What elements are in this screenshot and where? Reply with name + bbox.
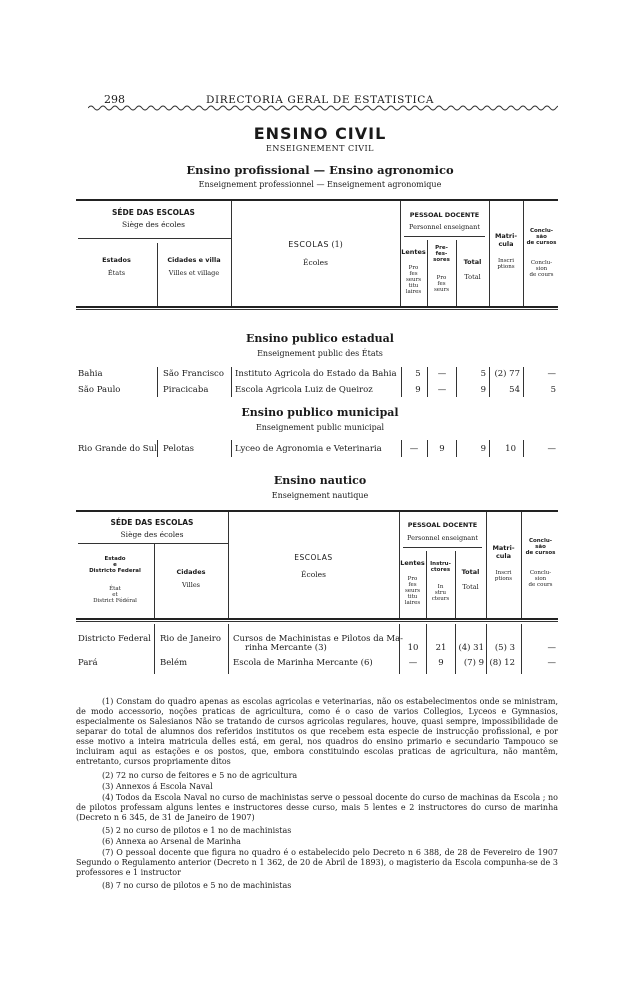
footnote: (4) Todos da Escola Naval no curso de machinistas serve o pessoal docente do curso de machinas da Escola ; no de pilotos professam alguns lentes e instructores desse curso, mais 5 lentes e 2 instructores do curso de marinha (Decreto n 6 345, de 31 de Janeiro de 1907): [76, 793, 558, 822]
footnote: (6) Annexa ao Arsenal de Marinha: [102, 837, 241, 846]
row-cidade: Piracicaba: [163, 385, 209, 395]
row-escola: Instituto Agricola do Estado da Bahia: [235, 369, 397, 379]
t1-estados-fr: États: [107, 269, 126, 277]
row-escola-line1: Cursos de Machinistas e Pilotos da Ma-: [233, 634, 404, 644]
t2-conclusao: Conclu- são de cursos: [525, 538, 556, 556]
t2-total-fr: Total: [462, 583, 479, 591]
t1-cidades: Cidades e villa: [167, 256, 221, 264]
footnote: (1) Constam do quadro apenas as escolas agricolas e veterinarias, não os estabelecimentos onde se ministram, de modo accessorio, noções praticas de agricultura, como é o caso de varios Collegios, Lyceos e Gymnasios, especialmente os Salesianos Não se tratando de cursos agricolas regulares, houve, quasi sempre, impossibilidade de separar do total de alumnos dos referidos institutos os que recebem esta especie de instrucção profissional, e por esse motivo a inteira matricula delles está, em geral, nos quadros do ensino primario e secundario Tampouco se incluiram aqui as estações e os postos, que, embora constituindo escolas praticas de agricultura, não mantêm, entretanto, cursos propriamente ditos: [76, 697, 558, 766]
t2-estado: Estado e Districto Federal: [89, 556, 141, 574]
row-conclusao: —: [547, 444, 556, 454]
t1-conclusao-fr: Conclu- sion de cours: [529, 260, 554, 278]
t1-pessoal: PESSOAL DOCENTE: [409, 211, 480, 219]
t1-escolas: ESCOLAS (1): [288, 240, 343, 249]
t1-cidades-fr: Villes et village: [168, 269, 220, 277]
row-matricula: (2) 77: [494, 369, 520, 379]
t2-lentes-fr: Pro fes seurs titu laires: [404, 576, 421, 606]
subtitle-fr: Enseignement professionnel — Enseignement agronomique: [198, 180, 442, 189]
row-instr: 9: [438, 658, 444, 668]
row-instr: 21: [435, 643, 447, 653]
t1-sede-label: SÉDE DAS ESCOLAS: [112, 208, 195, 217]
t2-estado-fr: État et District Fédéral: [93, 586, 137, 604]
row-matricula: 10: [505, 444, 516, 454]
row-cidade: Belém: [160, 658, 188, 668]
t1-pessoal-fr: Personnel enseignant: [409, 223, 480, 231]
row-lentes: 5: [415, 369, 421, 379]
row-estado: Bahia: [78, 369, 103, 379]
row-escola: Escola de Marinha Mercante (6): [233, 658, 373, 668]
row-total: 5: [480, 369, 486, 379]
row-lentes: —: [409, 444, 419, 454]
row-pre: —: [437, 369, 447, 379]
t2-instrutores: Instru- ctores: [430, 561, 451, 573]
t1-lentes-fr: Pro fes seurs titu laires: [405, 265, 422, 295]
footnote: (2) 72 no curso de feitores e 5 no de agricultura: [102, 771, 298, 780]
row-estado: Districto Federal: [78, 634, 151, 644]
t2-matricula: Matri- cula: [492, 544, 515, 560]
row-matricula: (8) 12: [489, 658, 515, 668]
row-lentes: 10: [407, 643, 419, 653]
t2-sede-label: SÉDE DAS ESCOLAS: [110, 518, 194, 527]
t1-sede-fr: Siège des écoles: [122, 220, 185, 229]
row-total: (7) 9: [463, 658, 484, 668]
row-total: (4) 31: [458, 643, 484, 653]
t2-total: Total: [461, 568, 480, 576]
row-conclusao: —: [547, 369, 556, 379]
row-escola: Escola Agricola Luiz de Queiroz: [235, 385, 373, 395]
t2-sede-fr: Siège des écoles: [120, 530, 184, 539]
row-total: 9: [480, 385, 486, 395]
t1-estados: Estados: [102, 256, 131, 264]
section-nautico-title: Ensino nautico: [273, 474, 367, 487]
t1-lentes: Lentes: [401, 248, 426, 256]
footnote: (5) 2 no curso de pilotos e 1 no de machinistas: [102, 826, 292, 835]
row-cidade: São Francisco: [163, 369, 224, 379]
t2-cidades: Cidades: [176, 568, 206, 576]
subtitle: Ensino profissional — Ensino agronomico: [186, 163, 454, 177]
t1-total-fr: Total: [464, 273, 481, 281]
row-conclusao: 5: [550, 385, 556, 395]
t1-conclusao: Conclu- são de cursos: [526, 228, 557, 246]
t1-matricula: Matri- cula: [494, 232, 518, 248]
section-nautico-subtitle: Enseignement nautique: [271, 491, 369, 500]
row-escola: Lyceo de Agronomia e Veterinaria: [235, 444, 382, 454]
section-estadual-subtitle: Enseignement public des États: [257, 349, 383, 358]
t1-matricula-fr: Inscri ptions: [497, 258, 515, 270]
footnote: (7) O pessoal docente que figura no quadro é o estabelecido pelo Decreto n 6 388, de 28 de Fevereiro de 1907 Segundo o Regulamento anterior (Decreto n 1 362, de 20 de Abril de 1893), o magisterio da Escola compunha-se de 3 professores e 1 instructor: [76, 848, 558, 877]
t2-pessoal: PESSOAL DOCENTE: [407, 521, 478, 529]
t2-escolas-fr: Écoles: [301, 570, 326, 579]
t2-matricula-fr: Inscri ptions: [494, 570, 513, 582]
row-lentes: —: [408, 658, 418, 668]
t1-preprof-fr: Pro fes seurs: [433, 275, 450, 293]
page-number: 298: [104, 93, 125, 106]
t1-escolas-fr: Écoles: [303, 258, 328, 267]
row-cidade: Pelotas: [163, 444, 195, 454]
t2-pessoal-fr: Personnel enseignant: [407, 534, 478, 542]
row-escola-line2: rinha Mercante (3): [245, 643, 327, 653]
main-title: ENSINO CIVIL: [253, 124, 387, 143]
t2-cidades-fr: Villes: [182, 581, 200, 589]
section-municipal-subtitle: Enseignement public municipal: [255, 423, 385, 432]
t1-total: Total: [463, 258, 482, 266]
t2-instrutores-fr: In stru cteurs: [431, 584, 450, 602]
running-title: DIRECTORIA GERAL DE ESTATISTICA: [206, 94, 435, 106]
t2-conclusao-fr: Conclu- sion de cours: [528, 570, 553, 588]
section-municipal-title: Ensino publico municipal: [241, 406, 399, 419]
row-pre: —: [437, 385, 447, 395]
row-estado: Pará: [78, 658, 98, 668]
row-matricula: 54: [509, 385, 520, 395]
row-conclusao: —: [547, 658, 556, 668]
t1-preprof: Pre- fes- sores: [433, 245, 450, 263]
t2-escolas: ESCOLAS: [294, 553, 333, 562]
row-total: 9: [480, 444, 486, 454]
main-title-fr: ENSEIGNEMENT CIVIL: [266, 144, 374, 153]
row-estado: São Paulo: [78, 385, 121, 395]
row-cidade: Rio de Janeiro: [160, 634, 221, 644]
row-lentes: 9: [415, 385, 421, 395]
t2-lentes: Lentes: [400, 559, 425, 567]
row-conclusao: —: [547, 643, 556, 653]
footnote: (8) 7 no curso de pilotos e 5 no de machinistas: [102, 881, 292, 890]
row-estado: Rio Grande do Sul: [78, 444, 157, 454]
row-pre: 9: [439, 444, 445, 454]
section-estadual-title: Ensino publico estadual: [246, 332, 394, 345]
wavy-rule: [88, 104, 558, 112]
row-matricula: (5) 3: [494, 643, 515, 653]
footnote: (3) Annexos á Escola Naval: [102, 782, 213, 791]
